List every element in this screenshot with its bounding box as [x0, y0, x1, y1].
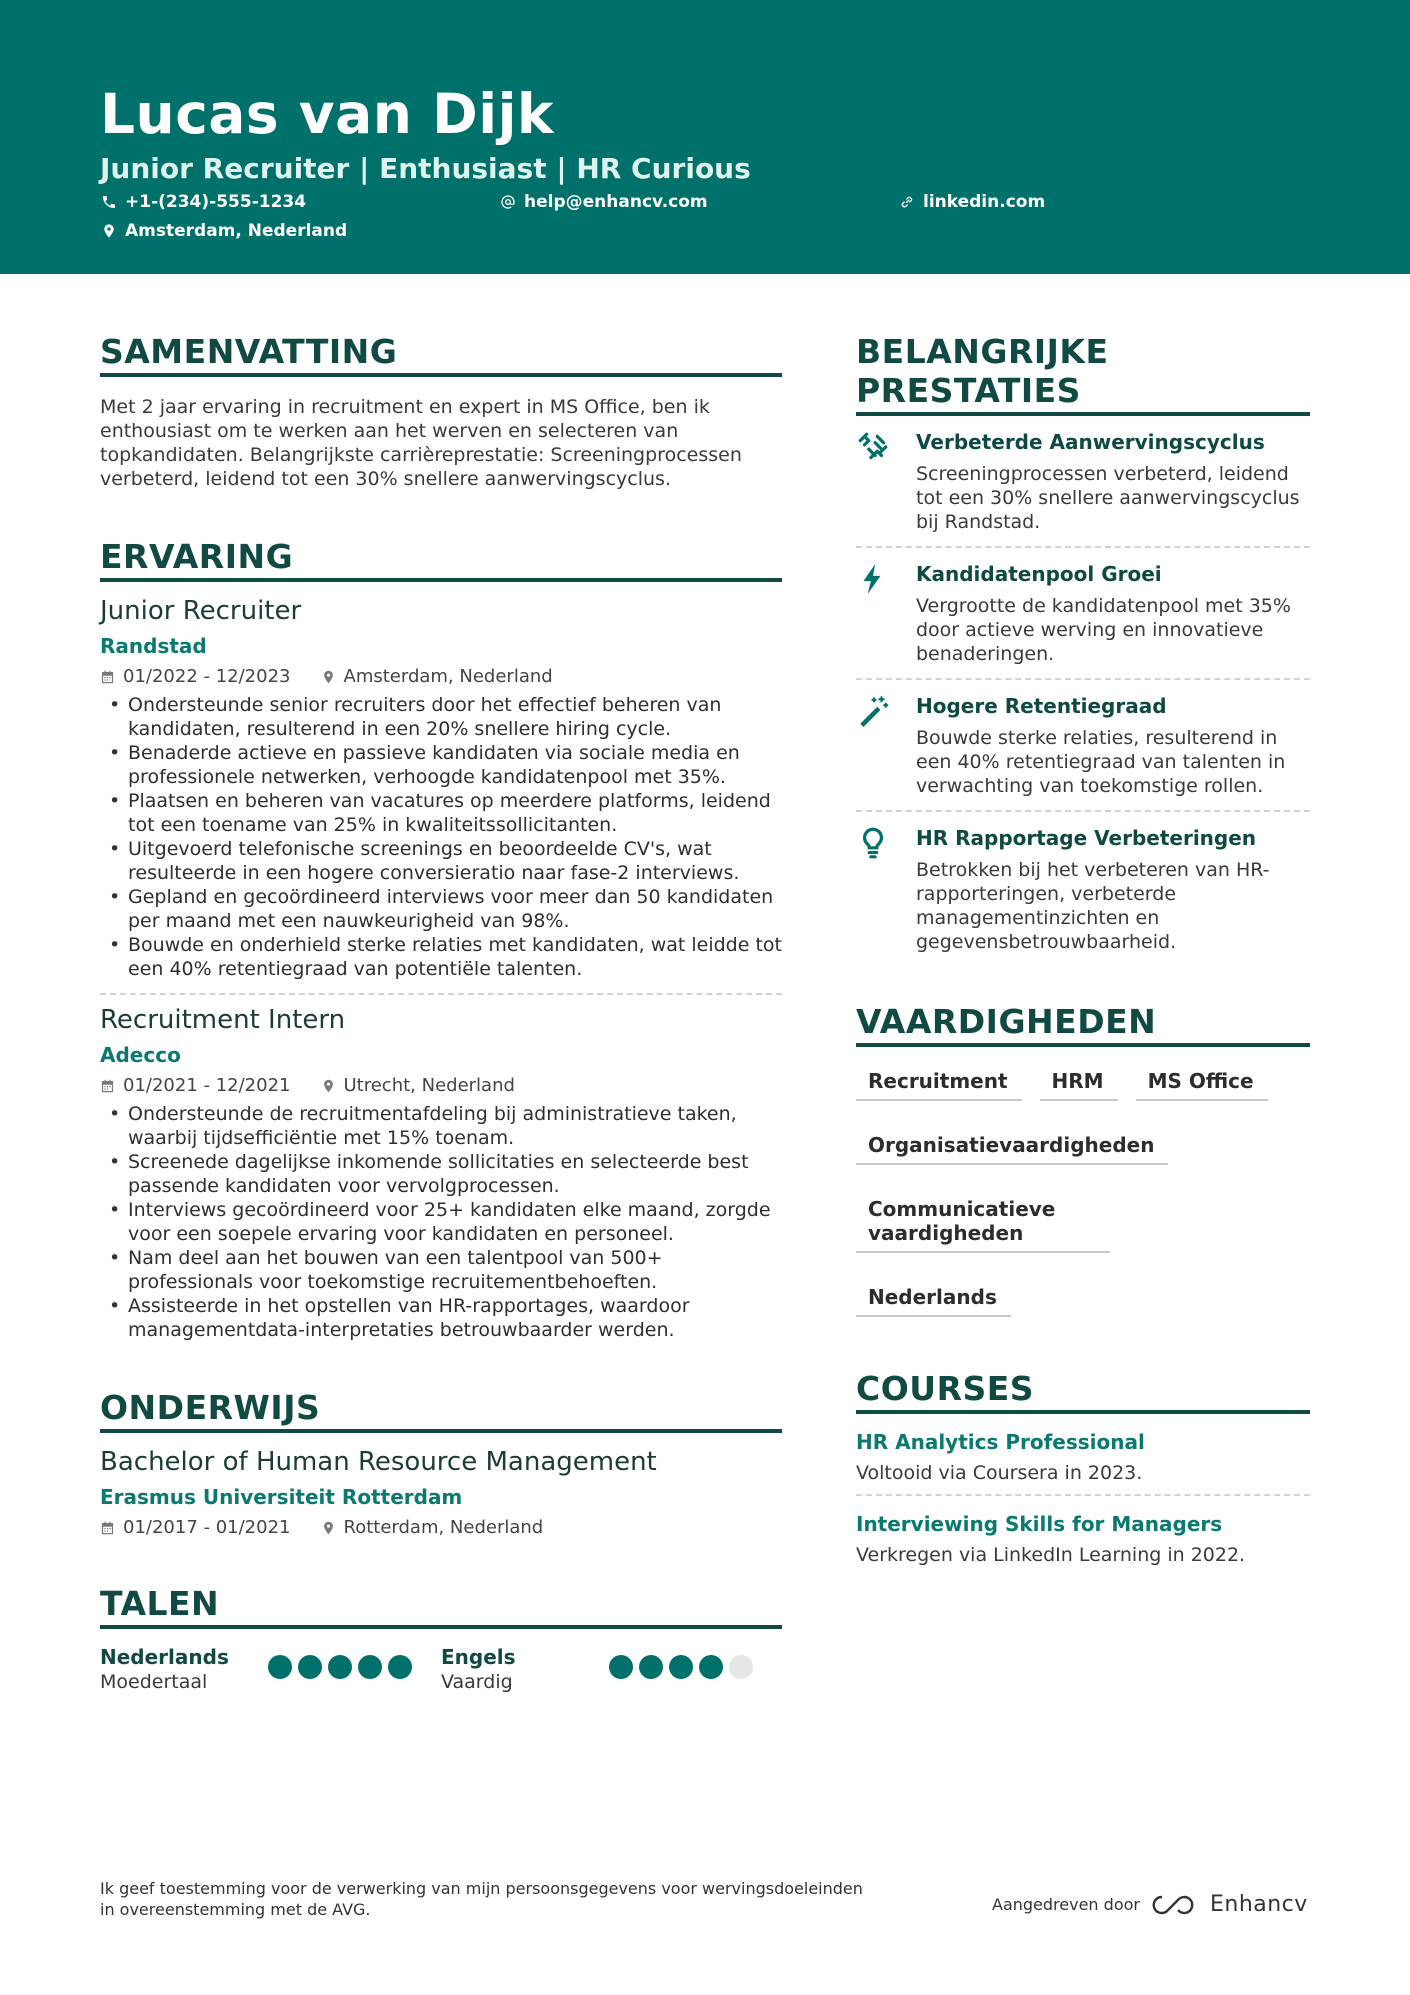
job-bullets	[100, 1102, 782, 1342]
enhancv-logo-icon	[1152, 1893, 1198, 1917]
company-name: Adecco	[100, 1043, 181, 1067]
job-location: Utrecht, Nederland	[343, 1075, 515, 1096]
achievements-list	[856, 416, 1310, 966]
degree-title: Bachelor of Human Resource Management	[100, 1447, 657, 1477]
bullet-item: • Uitgevoerd telefonische screenings en beoordeelde CV's, wat resulteerde in een hogere conversieratio naar fase-2 interviews.	[100, 837, 782, 885]
left-column	[100, 332, 782, 1693]
language-name: Nederlands	[100, 1645, 229, 1669]
rating-dot-filled	[699, 1655, 723, 1679]
job-entry	[100, 596, 782, 981]
education-location: Rotterdam, Nederland	[343, 1517, 544, 1538]
languages-heading: TALEN	[100, 1584, 782, 1629]
summary-heading: SAMENVATTING	[100, 332, 782, 377]
location-pin-icon	[321, 669, 336, 685]
divider	[100, 993, 782, 995]
rating-dot-filled	[298, 1655, 322, 1679]
achievement-title: Hogere Retentiegraad	[916, 694, 1167, 718]
job-dates: 01/2021 - 12/2021	[123, 1075, 291, 1096]
consent-note: Ik geef toestemming voor de verwerking van mijn persoonsgegevens voor wervingsdoeleinden in overeenstemming met de AVG.	[100, 1879, 863, 1919]
phone-text: +1-(234)-555-1234	[125, 192, 307, 212]
achievement-text: Vergrootte de kandidatenpool met 35% door actieve werving en innovatieve benaderingen.	[916, 595, 1291, 665]
skill-tag: MS Office	[1136, 1059, 1268, 1101]
bullet-item: • Ondersteunde de recruitmentafdeling bij administratieve taken, waarbij tijdsefficiëntie met 15% toenam.	[100, 1102, 782, 1150]
education-heading: ONDERWIJS	[100, 1388, 782, 1433]
school-name: Erasmus Universiteit Rotterdam	[100, 1485, 463, 1509]
achievement-title: HR Rapportage Verbeteringen	[916, 826, 1257, 850]
contact-phone[interactable]	[101, 192, 306, 212]
calendar-icon	[100, 1078, 115, 1094]
job-title: Junior Recruiter	[100, 596, 302, 626]
courses-heading: COURSES	[856, 1369, 1310, 1414]
rating-dot-empty	[729, 1655, 753, 1679]
bullet-item: • Bouwde en onderhield sterke relaties met kandidaten, wat leidde tot een 40% retentiegraad van potentiële talenten.	[100, 933, 782, 981]
experience-heading: ERVARING	[100, 537, 782, 582]
education-dates: 01/2017 - 01/2021	[123, 1517, 291, 1538]
bullet-item: • Assisteerde in het opstellen van HR-rapportages, waardoor managementdata-interpretaties betrouwbaarder werden.	[100, 1294, 782, 1342]
course-text: Voltooid via Coursera in 2023.	[856, 1462, 1143, 1484]
achievement-text: Bouwde sterke relaties, resulterend in een 40% retentiegraad van talenten in verwachting van toekomstige rollen.	[916, 727, 1286, 797]
company-name: Randstad	[100, 634, 207, 658]
location-text: Amsterdam, Nederland	[125, 221, 348, 241]
course-item	[856, 1496, 1310, 1576]
rating-dot-filled	[358, 1655, 382, 1679]
course-title: Interviewing Skills for Managers	[856, 1512, 1223, 1536]
languages-list	[100, 1645, 782, 1693]
skill-tag: Nederlands	[856, 1275, 1011, 1317]
achievements-heading: BELANGRIJKE PRESTATIES	[856, 332, 1310, 416]
calendar-icon	[100, 1520, 115, 1536]
candidate-headline: Junior Recruiter | Enthusiast | HR Curious	[100, 152, 751, 185]
rating-dot-filled	[669, 1655, 693, 1679]
skill-tag: Organisatievaardigheden	[856, 1123, 1168, 1165]
language-rating	[609, 1655, 753, 1693]
language-name: Engels	[441, 1645, 516, 1669]
rating-dot-filled	[639, 1655, 663, 1679]
skill-tag: Communicatieve vaardigheden	[856, 1187, 1110, 1253]
achievement-item	[856, 812, 1310, 966]
job-bullets	[100, 693, 782, 981]
calendar-icon	[100, 669, 115, 685]
achievement-item	[856, 680, 1310, 812]
candidate-name: Lucas van Dijk	[100, 82, 555, 146]
right-column	[856, 332, 1310, 1576]
achievement-text: Betrokken bij het verbeteren van HR-rapporteringen, verbeterde managementinzichten en gegevensbetrouwbaarheid.	[916, 859, 1270, 953]
education-meta	[100, 1517, 782, 1538]
bullet-item: • Plaatsen en beheren van vacatures op meerdere platforms, leidend tot een toename van 25% in kwaliteitssollicitanten.	[100, 789, 782, 837]
linkedin-text: linkedin.com	[923, 192, 1046, 212]
bullet-item: • Screenede dagelijkse inkomende sollicitaties en selecteerde best passende kandidaten voor vervolgprocessen.	[100, 1150, 782, 1198]
language-level: Vaardig	[441, 1671, 513, 1693]
skills-list	[856, 1059, 1310, 1317]
email-text: help@enhancv.com	[524, 192, 708, 212]
language-rating	[268, 1655, 412, 1693]
course-title: HR Analytics Professional	[856, 1430, 1145, 1454]
job-dates: 01/2022 - 12/2023	[123, 666, 291, 687]
skills-heading: VAARDIGHEDEN	[856, 1002, 1310, 1047]
job-title: Recruitment Intern	[100, 1005, 346, 1035]
location-pin-icon	[321, 1078, 336, 1094]
skill-tag: Recruitment	[856, 1059, 1022, 1101]
rating-dot-filled	[328, 1655, 352, 1679]
job-location: Amsterdam, Nederland	[343, 666, 553, 687]
education-entry	[100, 1447, 782, 1538]
course-item	[856, 1414, 1310, 1496]
achievement-title: Verbeterde Aanwervingscyclus	[916, 430, 1265, 454]
language-level: Moedertaal	[100, 1671, 208, 1693]
achievement-item	[856, 548, 1310, 680]
contact-linkedin[interactable]	[899, 192, 1045, 212]
lightbulb-icon	[856, 826, 890, 860]
job-entry	[100, 1005, 782, 1342]
rating-dot-filled	[609, 1655, 633, 1679]
contact-location	[101, 221, 347, 241]
summary-text: Met 2 jaar ervaring in recruitment en expert in MS Office, ben ik enthousiast om te werken aan het werven en selecteren van topkandidaten. Belangrijkste carrièreprestatie: Screeningprocessen verbeterd, leidend tot een 30% snellere aanwervingscyclus.	[100, 396, 742, 490]
language-item	[441, 1645, 782, 1693]
handshake-icon	[856, 430, 890, 464]
bullet-item: • Gepland en gecoördineerd interviews voor meer dan 50 kandidaten per maand met een nauwkeurigheid van 98%.	[100, 885, 782, 933]
contact-email[interactable]	[500, 192, 708, 212]
resume-header	[0, 0, 1410, 274]
achievement-title: Kandidatenpool Groei	[916, 562, 1162, 586]
job-meta	[100, 666, 782, 687]
at-sign-icon	[500, 194, 516, 210]
link-icon	[899, 194, 915, 210]
lightning-bolt-icon	[856, 562, 890, 596]
courses-list	[856, 1414, 1310, 1576]
language-item	[100, 1645, 441, 1693]
bullet-item: • Benaderde actieve en passieve kandidaten via sociale media en professionele netwerken, verhoogde kandidatenpool met 35%.	[100, 741, 782, 789]
achievement-item	[856, 416, 1310, 548]
course-text: Verkregen via LinkedIn Learning in 2022.	[856, 1544, 1246, 1566]
bullet-item: • Nam deel aan het bouwen van een talentpool van 500+ professionals voor toekomstige recruitementbehoeften.	[100, 1246, 782, 1294]
powered-by-label: Aangedreven door	[992, 1895, 1140, 1914]
rating-dot-filled	[388, 1655, 412, 1679]
skill-tag: HRM	[1040, 1059, 1118, 1101]
phone-icon	[101, 194, 117, 210]
achievement-text: Screeningprocessen verbeterd, leidend tot een 30% snellere aanwervingscyclus bij Randstad.	[916, 463, 1300, 533]
brand-name: Enhancv	[1209, 1892, 1308, 1917]
location-pin-icon	[321, 1520, 336, 1536]
powered-by[interactable]	[992, 1892, 1308, 1917]
rating-dot-filled	[268, 1655, 292, 1679]
bullet-item: • Ondersteunde senior recruiters door het effectief beheren van kandidaten, resulterend in een 20% snellere hiring cycle.	[100, 693, 782, 741]
job-meta	[100, 1075, 782, 1096]
bullet-item: • Interviews gecoördineerd voor 25+ kandidaten elke maand, zorgde voor een soepele ervaring voor kandidaten en personeel.	[100, 1198, 782, 1246]
location-pin-icon	[101, 223, 117, 239]
magic-wand-icon	[856, 694, 890, 728]
